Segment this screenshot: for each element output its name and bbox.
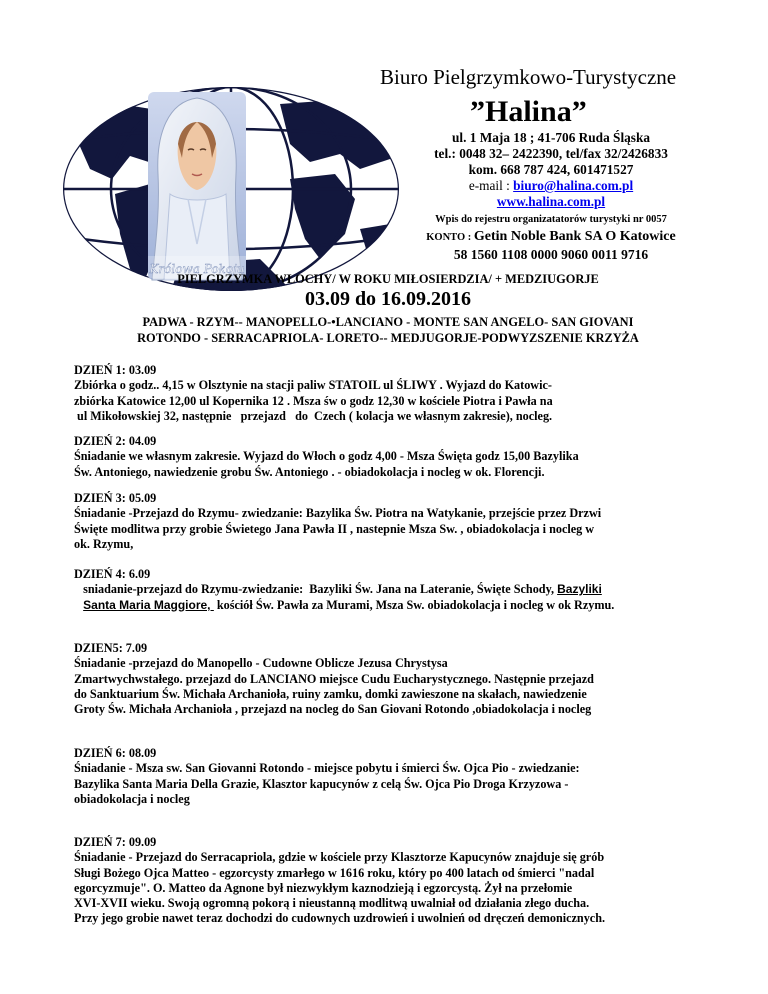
day-text-line: Zmartwychwstałego. przejazd do LANCIANO miejsce Cudu Eucharystycznego. Następnie przejazd <box>74 671 594 686</box>
day-section <box>74 835 714 927</box>
day-text-line: zbiórka Katowice 12,00 ul Kopernika 12 . Msza św o godz 12,30 w kościele Piotra i Pawła na <box>74 393 553 408</box>
day-text-line: Przy jego grobie nawet teraz dochodzi do cudownych uzdrowień i uwolnień od dręczeń demonicznych. <box>74 911 606 926</box>
agency-website-line <box>360 194 742 210</box>
trip-dates: 03.09 do 16.09.2016 <box>304 288 472 310</box>
day-text-line: Groty Św. Michała Archanioła , przejazd na nocleg do San Giovani Rotondo ,obiadokolacja i nocleg <box>74 702 592 717</box>
day-heading: DZIEŃ 6: 08.09 <box>74 746 157 760</box>
day-text-line: Śniadanie - Msza sw. San Giovanni Rotondo - miejsce pobytu i śmierci Św. Ojca Pio - zwiedzanie: <box>74 761 580 776</box>
day-text-line: Zbiórka o godz.. 4,15 w Olsztynie na stacji paliw STATOIL ul ŚLIWY . Wyjazd do Katowic- <box>74 378 552 393</box>
email-link[interactable]: biuro@halina.com.pl <box>513 178 634 193</box>
day-section <box>74 363 714 424</box>
day-section <box>74 567 714 613</box>
day-heading: DZIEŃ 3: 05.09 <box>74 491 157 505</box>
day-section <box>74 434 714 480</box>
website-link[interactable]: www.halina.com.pl <box>496 194 606 209</box>
agency-email-line <box>360 178 742 194</box>
madonna-icon <box>148 92 246 280</box>
day-text-line: Sługi Bożego Ojca Matteo - egzorcysty zmarłego w 1616 roku, który po 400 latach od śmierci "nadal <box>74 865 595 880</box>
day-text-line: egorcyzmuje". O. Matteo da Agnone był niezwykłym kaznodzieją i egzorcystą. Żył na przełomie <box>74 880 573 895</box>
day-text-line: Śniadanie -Przejazd do Rzymu- zwiedzanie: Bazylika Św. Piotra na Watykanie, przejście przez Drzwi <box>74 506 602 521</box>
day-section <box>74 641 714 717</box>
santa-maria-maggiore-link[interactable]: Santa Maria Maggiore, <box>83 597 214 612</box>
globe-logo <box>60 84 402 294</box>
day-text-line: Św. Antoniego, nawiedzenie grobu Św. Antoniego . - obiadokolacja i nocleg w ok. Florencji. <box>74 464 545 479</box>
day-text-line: Święte modlitwa przy grobie Świetego Jana Pawła II , nastepnie Msza Sw. , obiadokolacja i nocleg w <box>74 521 595 536</box>
trip-route-line-1: PADWA - RZYM-- MANOPELLO-•LANCIANO - MONTE SAN ANGELO- SAN GIOVANI <box>142 315 634 329</box>
day-text-line <box>74 582 714 597</box>
day-heading: DZIEŃ 7: 09.09 <box>74 835 157 849</box>
agency-phone: tel.: 0048 32– 2422390, tel/fax 32/2426833 <box>434 146 668 161</box>
day-heading: DZIEŃ 2: 04.09 <box>74 434 157 448</box>
trip-route-line-2: ROTONDO - SERRACAPRIOLA- LORETO-- MEDJUGORJE-PODWYZSZENIE KRZYŻA <box>137 331 639 345</box>
day-heading: DZIEŃ 1: 03.09 <box>74 363 157 377</box>
bank-account: 58 1560 1108 0000 9060 0011 9716 <box>453 247 649 262</box>
day-text-line: Śniadanie - Przejazd do Serracapriola, gdzie w kościele przy Klasztorze Kapucynów znajduje się grób <box>74 850 605 865</box>
day-heading: DZIEN5: 7.09 <box>74 641 148 655</box>
agency-address: ul. 1 Maja 18 ; 41-706 Ruda Śląska <box>452 130 650 145</box>
basilica-link[interactable]: Bazyliki <box>557 582 602 597</box>
day-text-line: obiadokolacja i nocleg <box>74 791 190 806</box>
day-text-line: XVI-XVII wieku. Swoją ogromną pokorą i nieustanną modlitwą uwalniał od działania złego ducha. <box>74 896 590 911</box>
bank-label: KONTO : <box>426 232 474 243</box>
day-text-line: Śniadanie we własnym zakresie. Wyjazd do Włoch o godz 4,00 - Msza Święta godz 15,00 Bazylika <box>74 449 579 464</box>
day-heading: DZIEŃ 4: 6.09 <box>74 567 151 581</box>
logo-caption: Królowa Pokoju <box>149 262 245 276</box>
day-text-line: Śniadanie -przejazd do Manopello - Cudowne Oblicze Jezusa Chrystysa <box>74 656 448 671</box>
bank-name: Getin Noble Bank SA O Katowice <box>473 229 676 244</box>
day-section <box>74 746 714 807</box>
bank-line <box>360 229 742 246</box>
day-text <box>74 598 83 612</box>
day-section <box>74 491 714 552</box>
registry-note: Wpis do rejestru organizatatorów turystyki nr 0057 <box>435 214 667 225</box>
email-label: e-mail : <box>468 178 514 193</box>
day-text-line <box>74 598 714 613</box>
agency-title: Biuro Pielgrzymkowo-Turystyczne <box>380 65 677 89</box>
agency-mobile: kom. 668 787 424, 601471527 <box>468 162 634 177</box>
day-text-line: do Sanktuarium Św. Michała Archanioła, ruiny zamku, domki zawieszone na skałach, nawiedzenie <box>74 686 587 701</box>
day-text-line: ok. Rzymu, <box>74 536 134 551</box>
day-text: kościół Św. Pawła za Murami, Msza Sw. obiadokolacja i nocleg w ok Rzymu. <box>213 597 615 612</box>
day-text-line: ul Mikołowskiej 32, następnie przejazd do Czech ( kolacja we własnym zakresie), nocleg. <box>74 408 553 423</box>
day-text-line: Bazylika Santa Maria Della Grazie, Klasztor kapucynów z celą Św. Ojca Pio Droga Krzyzowa - <box>74 776 569 791</box>
trip-title: PIELGRZYMKA WŁOCHY/ W ROKU MIŁOSIERDZIA/ + MEDZIUGORJE <box>177 272 599 286</box>
day-text: sniadanie-przejazd do Rzymu-zwiedzanie: Bazyliki Św. Jana na Lateranie, Święte Schody, <box>74 582 558 597</box>
agency-name: ”Halina” <box>470 95 587 128</box>
